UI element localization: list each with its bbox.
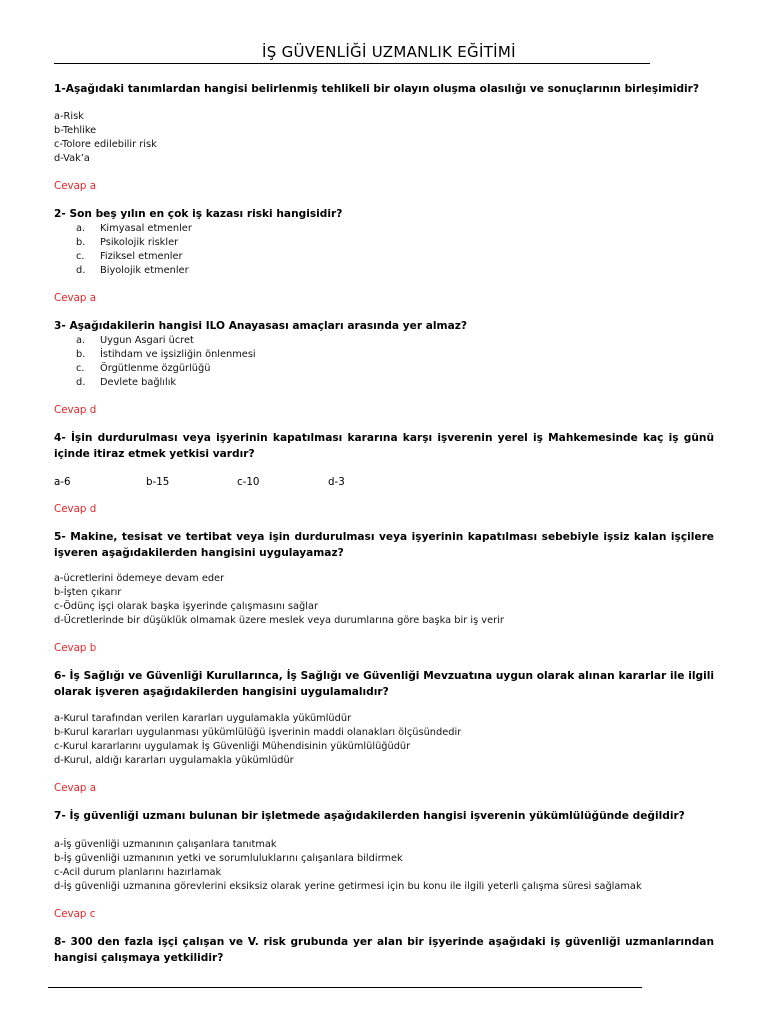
option: d-Ücretlerinde bir düşüklük olmamak üzere meslek veya durumlarına göre başka bir iş verir bbox=[54, 615, 504, 627]
option-text: Fiziksel etmenler bbox=[100, 251, 183, 262]
question-2-options bbox=[76, 222, 192, 278]
answer-2: Cevap a bbox=[54, 292, 97, 304]
answer-1: Cevap a bbox=[54, 180, 97, 192]
option-letter: c. bbox=[76, 363, 85, 374]
option-text: Kimyasal etmenler bbox=[100, 223, 192, 234]
question-7: 7- İş güvenliği uzmanı bulunan bir işletmede aşağıdakilerden hangisi işverenin yükümlülüğünde değildir? bbox=[54, 810, 685, 822]
option: b-Tehlike bbox=[54, 125, 97, 137]
option bbox=[76, 348, 256, 362]
answer-4: Cevap d bbox=[54, 503, 97, 515]
option-text: Devlete bağlılık bbox=[100, 377, 177, 388]
option-letter: a. bbox=[76, 335, 86, 346]
option: b-Kurul kararları uygulanması yükümlülüğü işverinin maddi olanakları ölçüsündedir bbox=[54, 727, 462, 739]
option-text: Biyolojik etmenler bbox=[100, 265, 189, 276]
option: d-Vak’a bbox=[54, 153, 90, 165]
option-letter: d. bbox=[76, 377, 86, 388]
option: d-Kurul, aldığı kararları uygulamakla yükümlüdür bbox=[54, 755, 294, 767]
option-text: Örgütlenme özgürlüğü bbox=[100, 363, 211, 374]
option: b-İşten çıkarır bbox=[54, 587, 122, 599]
question-6: 6- İş Sağlığı ve Güvenliği Kurullarınca, İş Sağlığı ve Güvenliği Mevzuatına uygun olarak alınan kararlar ile ilgili olarak işveren aşağıdakilerden hangisini uygulamalıdır? bbox=[54, 670, 714, 698]
option bbox=[76, 362, 256, 376]
option: d-İş güvenliği uzmanına görevlerini eksiksiz olarak yerine getirmesi için bu konu ile ilgili yeterli çalışma süresi sağlamak bbox=[54, 881, 642, 893]
footer-divider bbox=[48, 987, 642, 988]
question-5: 5- Makine, tesisat ve tertibat veya işin durdurulması veya işyerinin kapatılması sebebiyle işsiz kalan işçilere işveren aşağıdakilerden hangisini uygulayamaz? bbox=[54, 531, 714, 559]
option: c-Tolore edilebilir risk bbox=[54, 139, 157, 151]
option: a-Risk bbox=[54, 111, 84, 122]
page-title: İŞ GÜVENLİĞİ UZMANLIK EĞİTİMİ bbox=[262, 43, 516, 61]
question-6-options bbox=[54, 712, 461, 768]
option-text: Uygun Asgari ücret bbox=[100, 335, 194, 346]
option: c-Ödünç işçi olarak başka işyerinde çalışmasını sağlar bbox=[54, 601, 318, 613]
question-2: 2- Son beş yılın en çok iş kazası riski hangisidir? bbox=[54, 208, 343, 220]
option: b-İş güvenliği uzmanının yetki ve sorumluluklarını çalışanlara bildirmek bbox=[54, 853, 403, 865]
question-5-options bbox=[54, 572, 504, 628]
option-letter: b. bbox=[76, 237, 86, 248]
option bbox=[76, 236, 192, 250]
answer-7: Cevap c bbox=[54, 908, 96, 920]
option bbox=[76, 264, 192, 278]
question-4: 4- İşin durdurulması veya işyerinin kapatılması kararına karşı işverenin yerel iş Mahkemesinde kaç iş günü içinde itiraz etmek yetkisi vardır? bbox=[54, 432, 714, 460]
option: c-Kurul kararlarını uygulamak İş Güvenliği Mühendisinin yükümlülüğüdür bbox=[54, 741, 411, 753]
question-1: 1-Aşağıdaki tanımlardan hangisi belirlenmiş tehlikeli bir olayın oluşma olasılığı ve sonuçlarının birleşimidir? bbox=[54, 83, 700, 95]
option-letter: b. bbox=[76, 349, 86, 360]
option bbox=[76, 222, 192, 236]
option-letter: d. bbox=[76, 265, 86, 276]
title-divider bbox=[54, 63, 650, 64]
option bbox=[76, 334, 256, 348]
option-letter: c. bbox=[76, 251, 85, 262]
option: a-6 bbox=[54, 476, 71, 488]
option: a-ücretlerini ödemeye devam eder bbox=[54, 573, 225, 584]
answer-6: Cevap a bbox=[54, 782, 97, 794]
option: b-15 bbox=[146, 476, 170, 488]
answer-5: Cevap b bbox=[54, 642, 97, 654]
option: a-İş güvenliği uzmanının çalışanlara tanıtmak bbox=[54, 839, 277, 850]
question-7-options bbox=[54, 838, 642, 894]
option-text: İstihdam ve işsizliğin önlenmesi bbox=[100, 349, 256, 360]
option: d-3 bbox=[328, 476, 345, 488]
question-3: 3- Aşağıdakilerin hangisi ILO Anayasası amaçları arasında yer almaz? bbox=[54, 320, 468, 332]
option: c-Acil durum planlarını hazırlamak bbox=[54, 867, 222, 879]
option: c-10 bbox=[237, 476, 260, 488]
option: a-Kurul tarafından verilen kararları uygulamakla yükümlüdür bbox=[54, 713, 352, 724]
answer-3: Cevap d bbox=[54, 404, 97, 416]
option-text: Psikolojik riskler bbox=[100, 237, 179, 248]
option bbox=[76, 250, 192, 264]
question-3-options bbox=[76, 334, 256, 390]
question-8: 8- 300 den fazla işçi çalışan ve V. risk grubunda yer alan bir işyerinde aşağıdaki iş güvenliği uzmanlarından hangisi çalışmaya yetkilidir? bbox=[54, 936, 714, 964]
option-letter: a. bbox=[76, 223, 86, 234]
question-1-options bbox=[54, 110, 157, 166]
option bbox=[76, 376, 256, 390]
